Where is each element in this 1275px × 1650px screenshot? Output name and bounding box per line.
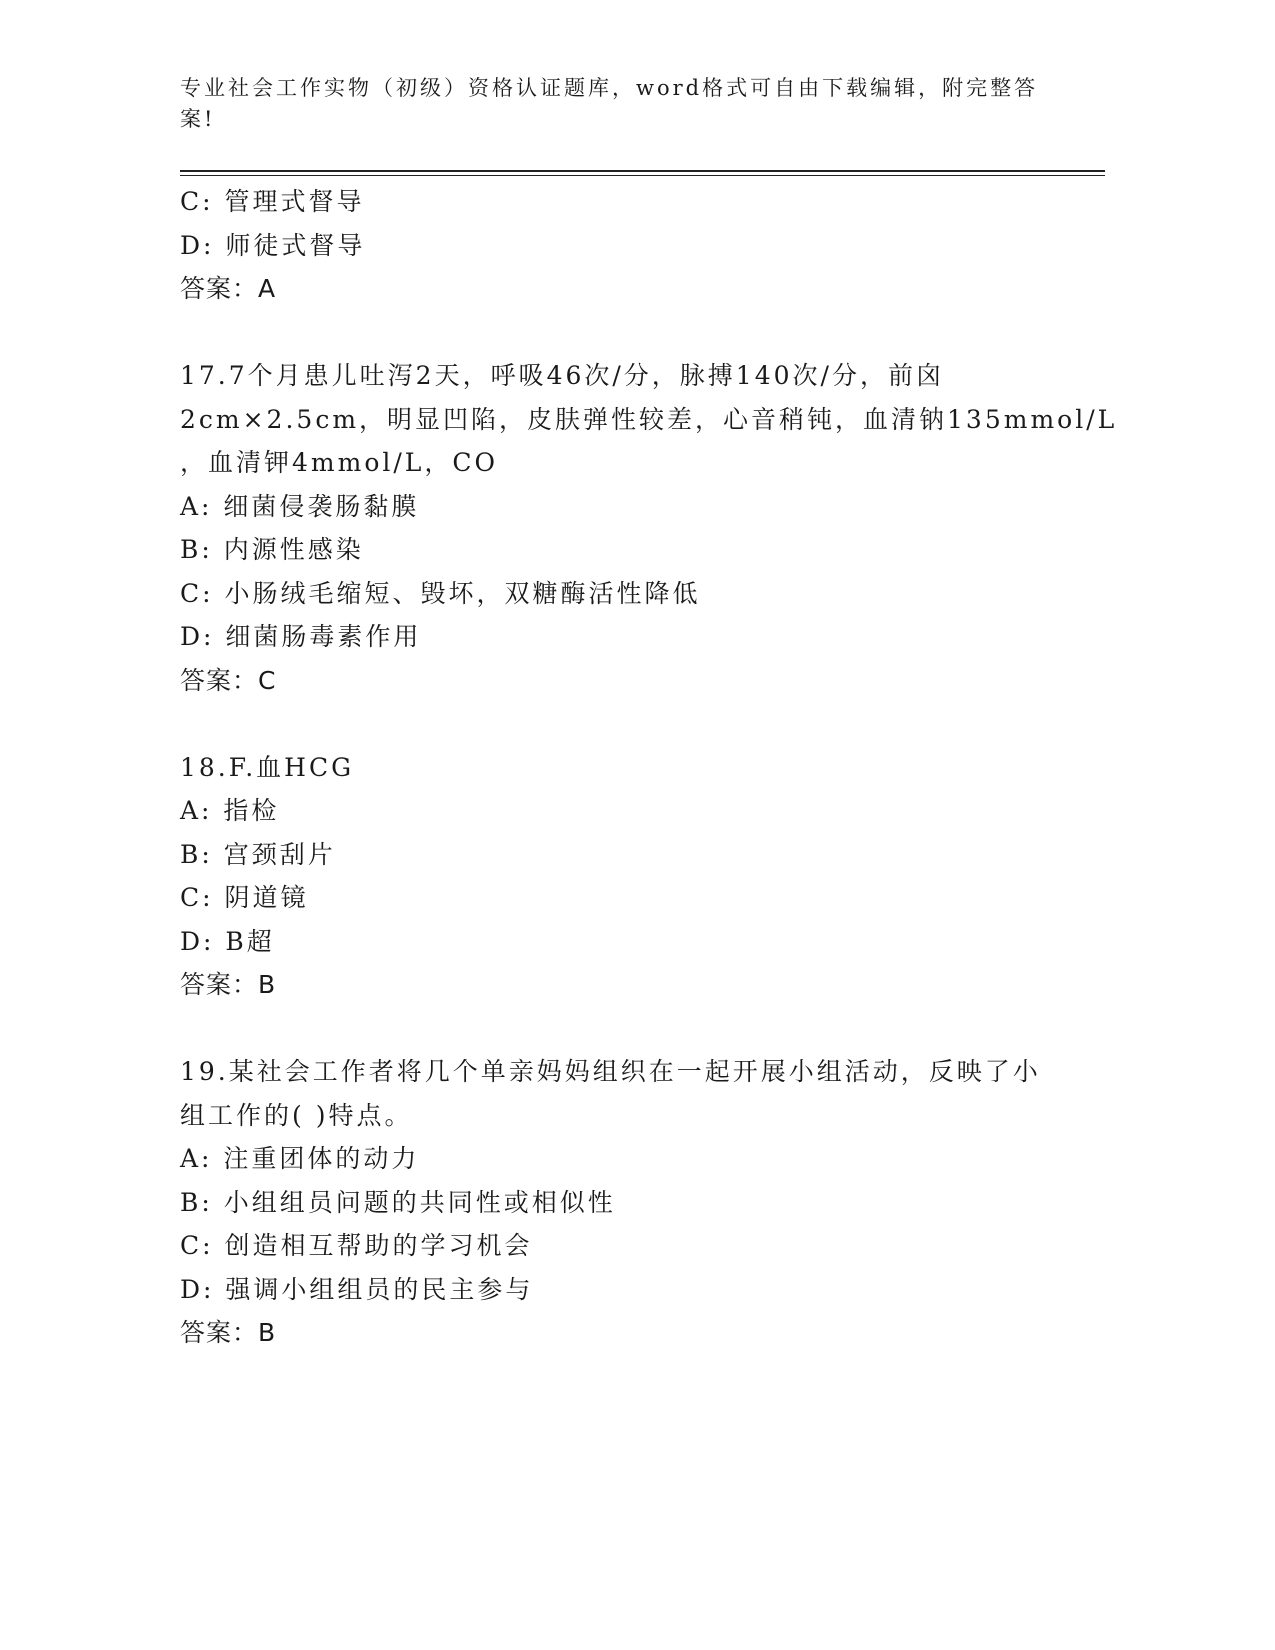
header-rule-thin: [180, 175, 1105, 176]
question-stem: 组工作的( )特点。: [180, 1100, 413, 1130]
question-18: [180, 746, 1080, 1007]
option-c: C: 创造相互帮助的学习机会: [180, 1231, 533, 1260]
spacer: [180, 702, 1080, 746]
question-stem: 18.F.血HCG: [180, 752, 355, 782]
question-stem: 19.某社会工作者将几个单亲妈妈组织在一起开展小组活动，反映了小: [180, 1057, 1041, 1086]
option-a: A: 细菌侵袭肠黏膜: [180, 491, 420, 521]
question-stem: 17.7个月患儿吐泻2天，呼吸46次/分，脉搏140次/分，前囟: [180, 361, 944, 390]
question-stem: ，血清钾4mmol/L，CO: [180, 448, 499, 477]
header-rule-thick: [180, 170, 1105, 172]
option-b: B: 内源性感染: [180, 535, 364, 564]
previous-question-tail: [180, 180, 1080, 311]
question-17: [180, 354, 1118, 702]
option-a: A: 注重团体的动力: [180, 1144, 420, 1173]
option-a: A: 指检: [180, 796, 280, 825]
answer-line: 答案：C: [180, 665, 277, 695]
page-header: [180, 73, 1040, 135]
question-19: [180, 1050, 1080, 1355]
header-line-1: 专业社会工作实物（初级）资格认证题库，word格式可自由下载编辑，附完整答: [180, 76, 1039, 100]
spacer: [180, 311, 1080, 355]
answer-line: 答案：B: [180, 970, 277, 999]
answer-line: 答案：A: [180, 274, 277, 303]
option-d: D: 强调小组组员的民主参与: [180, 1274, 534, 1304]
option-d: D: B超: [180, 926, 275, 956]
option-d: D: 师徒式督导: [180, 230, 366, 260]
option-b: B: 宫颈刮片: [180, 839, 336, 869]
answer-line: 答案：B: [180, 1318, 277, 1347]
option-c: C: 管理式督导: [180, 187, 365, 216]
option-d: D: 细菌肠毒素作用: [180, 622, 422, 651]
option-c: C: 小肠绒毛缩短、毁坏，双糖酶活性降低: [180, 578, 701, 608]
question-stem: 2cm×2.5cm，明显凹陷，皮肤弹性较差，心音稍钝，血清钠135mmol/L: [180, 404, 1118, 434]
question-content: [180, 180, 1118, 1355]
spacer: [180, 1007, 1080, 1051]
option-c: C: 阴道镜: [180, 883, 309, 912]
header-line-2: 案!: [180, 107, 216, 131]
option-b: B: 小组组员问题的共同性或相似性: [180, 1187, 616, 1217]
